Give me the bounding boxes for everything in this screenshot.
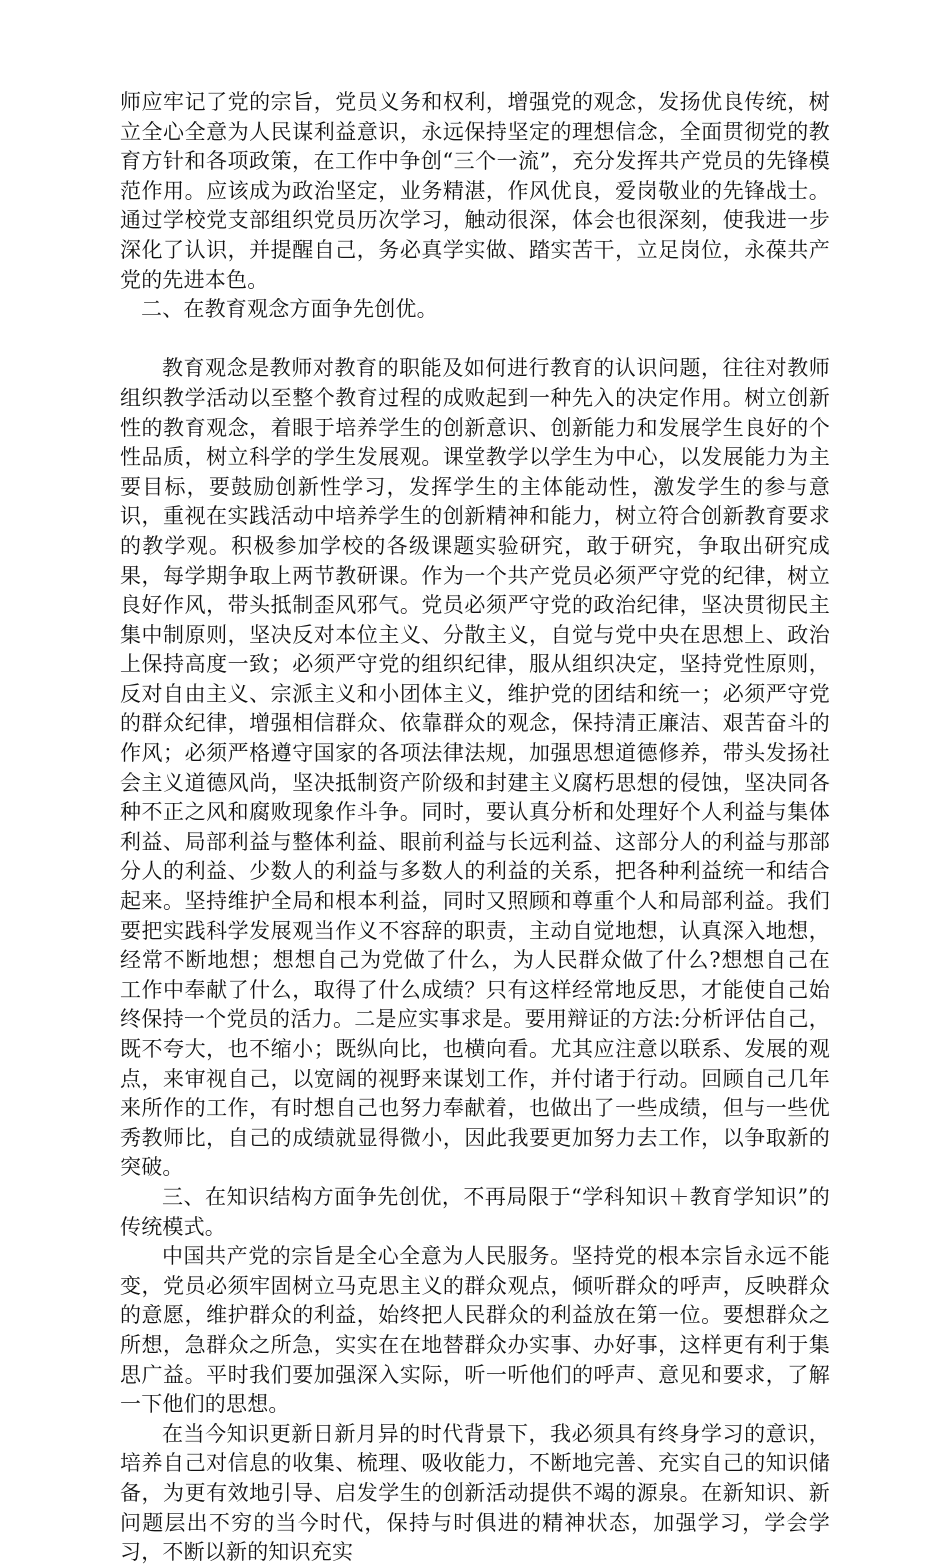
paragraph-lifelong-learning: 在当今知识更新日新月异的时代背景下，我必须具有终身学习的意识，培养自己对信息的收集、梳理、吸收能力，不断地完善、充实自己的知识储备，为更有效地引导、启发学生的创新活动提供不竭的源泉。在新知识、新问题层出不穷的当今时代，保持与时俱进的精神状态，加强学习，学会学习，不断以新的知识充实: [120, 1421, 830, 1565]
paragraph-continuation: 师应牢记了党的宗旨，党员义务和权利，增强党的观念，发扬优良传统，树立全心全意为人民谋利益意识，永远保持坚定的理想信念，全面贯彻党的教育方针和各项政策，在工作中争创“三个一流”，充分发挥共产党员的先锋模范作用。应该成为政治坚定，业务精湛，作风优良，爱岗敬业的先锋战士。通过学校党支部组织党员历次学习，触动很深，体会也很深刻，使我进一步深化了认识，并提醒自己，务必真学实做、踏实苦干，立足岗位，永葆共产党的先进本色。: [120, 90, 830, 292]
document-page: [120, 88, 830, 1568]
paragraph-party-purpose: 中国共产党的宗旨是全心全意为人民服务。坚持党的根本宗旨永远不能变，党员必须牢固树立马克思主义的群众观点，倾听群众的呼声，反映群众的意愿，维护群众的利益，始终把人民群众的利益放在第一位。要想群众之所想，急群众之所急，实实在在地替群众办实事、办好事，这样更有利于集思广益。平时我们要加强深入实际，听一听他们的呼声、意见和要求，了解一下他们的思想。: [120, 1244, 830, 1417]
section-heading-2: 二、在教育观念方面争先创优。: [141, 297, 438, 322]
section-heading-3: 三、在知识结构方面争先创优，不再局限于“学科知识＋教育学知识”的传统模式。: [120, 1184, 830, 1239]
paragraph-education-concept: 教育观念是教师对教育的职能及如何进行教育的认识问题，往往对教师组织教学活动以至整个教育过程的成败起到一种先入的决定作用。树立创新性的教育观念，着眼于培养学生的创新意识、创新能力和发展学生良好的个性品质，树立科学的学生发展观。课堂教学以学生为中心，以发展能力为主要目标，要鼓励创新性学习，发挥学生的主体能动性，激发学生的参与意识，重视在实践活动中培养学生的创新精神和能力，树立符合创新教育要求的教学观。积极参加学校的各级课题实验研究，敢于研究，争取出研究成果，每学期争取上两节教研课。作为一个共产党员必须严守党的纪律，树立良好作风，带头抵制歪风邪气。党员必须严守党的政治纪律，坚决贯彻民主集中制原则，坚决反对本位主义、分散主义，自觉与党中央在思想上、政治上保持高度一致；必须严守党的组织纪律，服从组织决定，坚持党性原则，反对自由主义、宗派主义和小团体主义，维护党的团结和统一；必须严守党的群众纪律，增强相信群众、依靠群众的观念，保持清正廉洁、艰苦奋斗的作风；必须严格遵守国家的各项法律法规，加强思想道德修养，带头发扬社会主义道德风尚，坚决抵制资产阶级和封建主义腐朽思想的侵蚀，坚决同各种不正之风和腐败现象作斗争。同时，要认真分析和处理好个人利益与集体利益、局部利益与整体利益、眼前利益与长远利益、这部分人的利益与那部分人的利益、少数人的利益与多数人的利益的关系，把各种利益统一和结合起来。坚持维护全局和根本利益，同时又照顾和尊重个人和局部利益。我们要把实践科学发展观当作义不容辞的职责，主动自觉地想，认真深入地想，经常不断地想；想想自己为党做了什么，为人民群众做了什么?想想自己在工作中奉献了什么，取得了什么成绩？只有这样经常地反思，才能使自己始终保持一个党员的活力。二是应实事求是。要用辩证的方法:分析评估自己，既不夸大，也不缩小；既纵向比，也横向看。尤其应注意以联系、发展的观点，来审视自己，以宽阔的视野来谋划工作，并付诸于行动。回顾自己几年来所作的工作，有时想自己也努力奉献着，也做出了一些成绩，但与一些优秀教师比，自己的成绩就显得微小，因此我要更加努力去工作，以争取新的突破。: [120, 356, 830, 1180]
blank-line: [120, 325, 830, 355]
